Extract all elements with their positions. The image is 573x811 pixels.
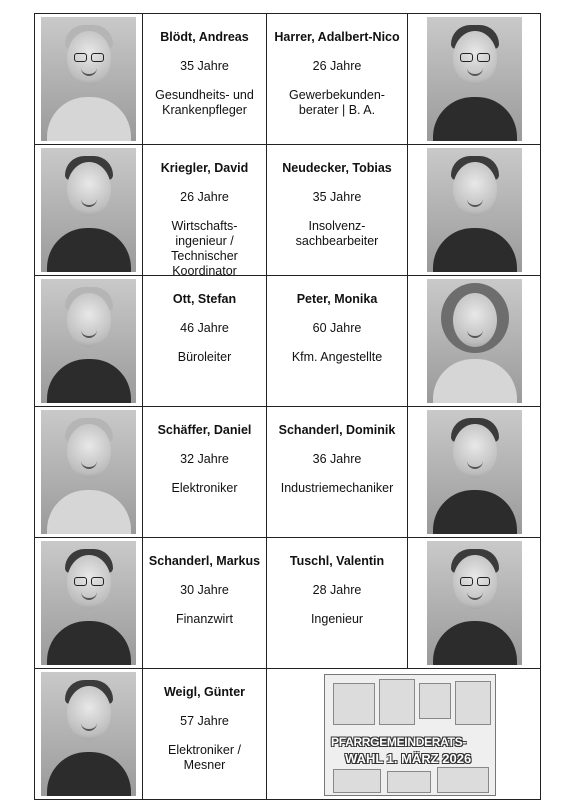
photo-cell — [408, 407, 541, 538]
candidate-name: Schanderl, Markus — [148, 554, 261, 568]
poster-cell — [267, 669, 541, 800]
candidate-info — [267, 145, 408, 276]
candidate-info — [143, 145, 267, 276]
photo-cell — [35, 407, 143, 538]
candidate-info — [143, 538, 267, 669]
portrait-photo — [41, 410, 136, 534]
candidate-info — [143, 669, 267, 800]
candidate-name: Schanderl, Dominik — [278, 423, 396, 437]
candidate-name: Schäffer, Daniel — [157, 423, 252, 437]
candidate-occupation: Ingenieur — [310, 612, 364, 626]
candidate-name: Harrer, Adalbert-Nico — [274, 30, 400, 44]
candidate-name: Ott, Stefan — [172, 292, 237, 306]
candidate-age: 60 Jahre — [312, 321, 362, 335]
candidate-occupation: Elektroniker / Mesner — [168, 743, 241, 772]
portrait-photo — [41, 541, 136, 665]
photo-cell — [408, 538, 541, 669]
candidate-info — [267, 538, 408, 669]
candidate-age: 36 Jahre — [312, 452, 362, 466]
candidate-occupation: Elektroniker — [171, 481, 238, 495]
candidate-info — [267, 276, 408, 407]
candidate-age: 35 Jahre — [180, 59, 229, 73]
photo-cell — [408, 276, 541, 407]
photo-cell — [35, 145, 143, 276]
candidate-occupation: Gesundheits- und Krankenpfleger — [155, 88, 254, 117]
candidate-age: 32 Jahre — [180, 452, 229, 466]
candidate-age: 35 Jahre — [312, 190, 362, 204]
candidate-name: Peter, Monika — [296, 292, 378, 306]
candidate-age: 26 Jahre — [312, 59, 362, 73]
candidate-occupation: Industriemechaniker — [280, 481, 394, 495]
photo-cell — [35, 669, 143, 800]
candidate-info — [143, 14, 267, 145]
table-row — [35, 276, 541, 407]
candidate-age: 30 Jahre — [180, 583, 229, 597]
candidate-occupation: Kfm. Angestellte — [291, 350, 383, 364]
poster-date: WAHL 1. MÄRZ 2026 — [345, 751, 472, 766]
candidate-age: 26 Jahre — [180, 190, 229, 204]
candidate-occupation: Finanzwirt — [176, 612, 233, 626]
candidate-info — [143, 276, 267, 407]
candidate-occupation: Wirtschafts- ingenieur / Technischer Koordinator — [171, 219, 238, 278]
portrait-photo — [427, 410, 522, 534]
portrait-photo — [41, 148, 136, 272]
photo-cell — [35, 14, 143, 145]
candidate-age: 46 Jahre — [180, 321, 229, 335]
candidate-occupation: Insolvenz- sachbearbeiter — [295, 219, 379, 248]
table-row — [35, 145, 541, 276]
candidate-name: Kriegler, David — [160, 161, 249, 175]
portrait-photo — [427, 17, 522, 141]
photo-cell — [35, 276, 143, 407]
candidate-occupation: Büroleiter — [177, 350, 232, 364]
table-row — [35, 407, 541, 538]
candidate-age: 28 Jahre — [312, 583, 362, 597]
portrait-photo — [41, 17, 136, 141]
candidate-info — [267, 407, 408, 538]
photo-cell — [408, 14, 541, 145]
table-row — [35, 14, 541, 145]
portrait-photo — [427, 541, 522, 665]
table-row — [35, 669, 541, 800]
photo-cell — [408, 145, 541, 276]
candidate-age: 57 Jahre — [180, 714, 229, 728]
candidate-occupation: Gewerbekunden- berater | B. A. — [289, 88, 385, 117]
portrait-photo — [427, 279, 522, 403]
election-poster-illustration — [324, 674, 496, 796]
candidate-info — [267, 14, 408, 145]
portrait-photo — [41, 672, 136, 796]
candidate-name: Weigl, Günter — [163, 685, 246, 699]
poster-title: PFARRGEMEINDERATS- — [331, 735, 467, 749]
candidate-name: Tuschl, Valentin — [289, 554, 385, 568]
portrait-photo — [41, 279, 136, 403]
portrait-photo — [427, 148, 522, 272]
candidate-name: Neudecker, Tobias — [282, 161, 392, 175]
photo-cell — [35, 538, 143, 669]
candidate-table — [34, 13, 541, 800]
table-row — [35, 538, 541, 669]
candidate-name: Blödt, Andreas — [160, 30, 249, 44]
candidate-info — [143, 407, 267, 538]
